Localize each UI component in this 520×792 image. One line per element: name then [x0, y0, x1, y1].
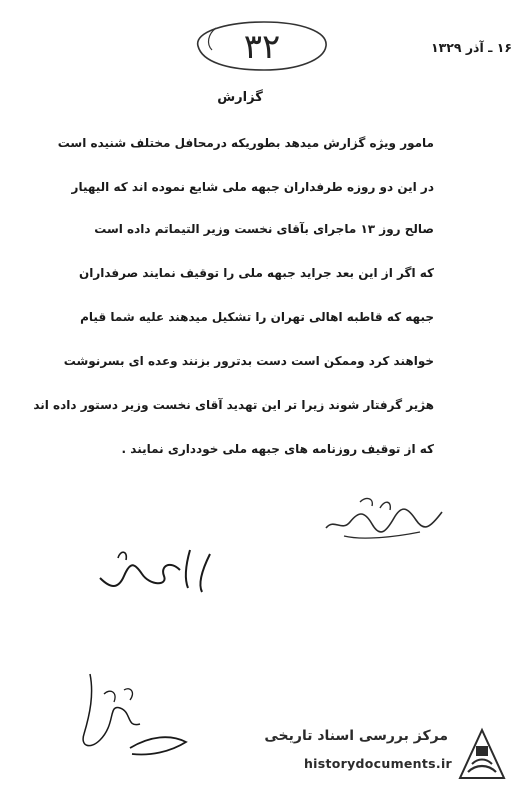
archive-watermark	[232, 722, 512, 788]
body-line-5: جبهه که قاطبه اهالی تهران را تشکیل میدهند علیه شما قیام	[80, 310, 434, 324]
handwritten-signature-left	[90, 540, 220, 598]
number-stamp	[186, 14, 336, 76]
archive-website[interactable]: historydocuments.ir	[303, 756, 452, 771]
document-date: ۱۶ ـ آذر ۱۳۲۹	[430, 40, 512, 55]
body-line-2: در این دو روزه طرفداران جبهه ملی شایع نموده اند که الیهیار	[71, 180, 434, 194]
body-line-1: مامور ویژه گزارش میدهد بطوریکه درمحافل مختلف شنیده است	[57, 136, 434, 150]
body-line-6: خواهند کرد وممکن است دست بدترور بزنند وعده ای بسرنوشت	[63, 354, 434, 368]
archive-book-logo-icon	[454, 724, 510, 784]
archive-org-name: مرکز بررسی اسناد تاریخی	[264, 728, 448, 744]
report-title: گزارش	[217, 90, 263, 105]
handwritten-signature-bottom	[60, 664, 200, 764]
handwritten-note-right	[320, 488, 450, 544]
stamp-number: ۳۲	[243, 27, 281, 67]
body-line-4: که اگر از این بعد جراید جبهه ملی را توقیف نمایند صرفداران	[78, 266, 434, 280]
body-line-7: هژیر گرفتار شوند زیرا تر این تهدید آقای نخست وزیر دستور داده اند	[33, 398, 434, 412]
body-line-8: که از توقیف روزنامه های جبهه ملی خودداری نمایند .	[121, 442, 434, 456]
body-line-3: صالح روز ۱۳ ماجرای بآقای نخست وزیر التیماتم داده است	[94, 222, 434, 236]
